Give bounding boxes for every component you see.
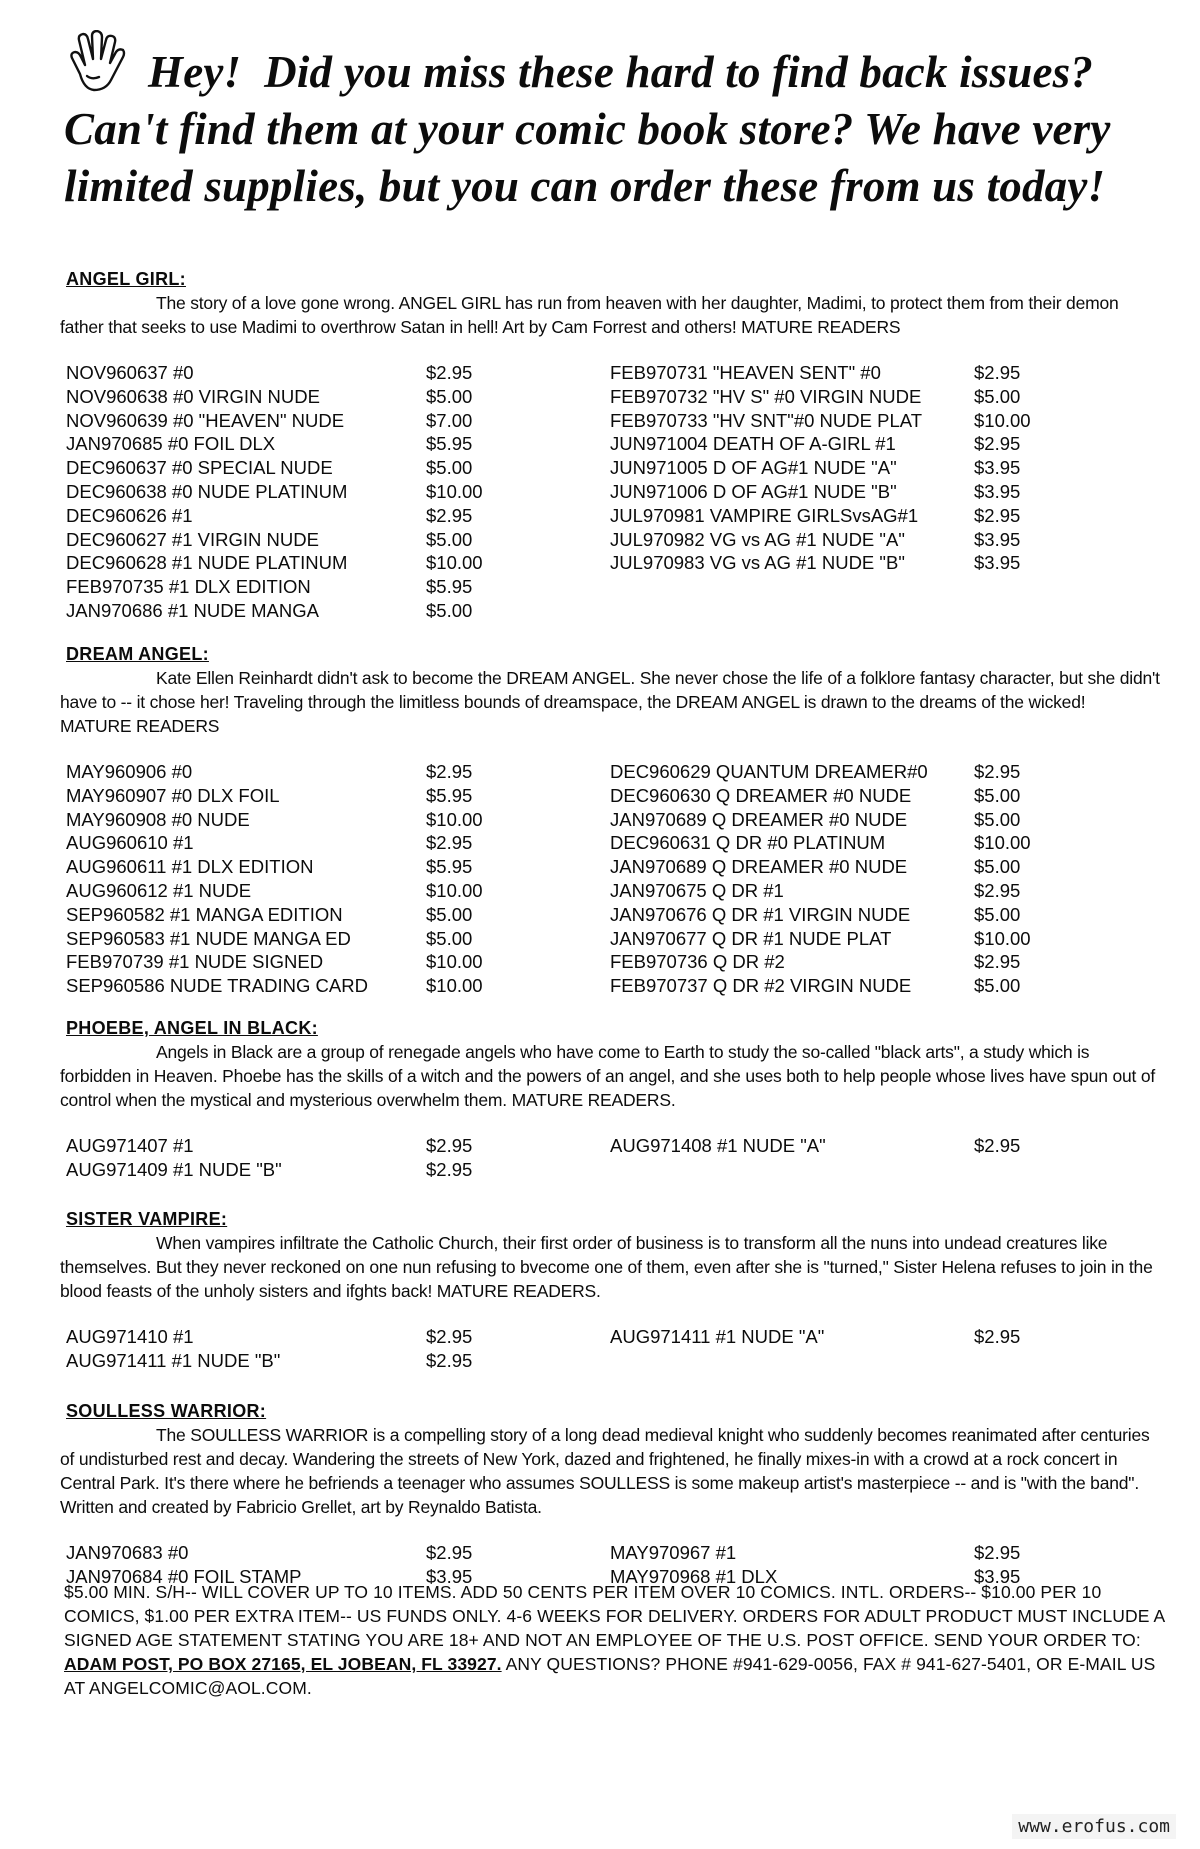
item-code: AUG960610 #1	[66, 832, 194, 854]
item-code: JAN970684 #0 FOIL STAMP	[66, 1565, 302, 1587]
item-code: AUG960611 #1 DLX EDITION	[66, 856, 314, 878]
item-price: $5.00	[974, 856, 1021, 878]
item-price: $2.95	[426, 832, 473, 854]
item-code: DEC960626 #1	[66, 504, 193, 526]
item-code: JUL970983 VG vs AG #1 NUDE "B"	[610, 552, 905, 574]
section-title: SOULLESS WARRIOR:	[66, 1401, 267, 1421]
item-price: $5.95	[426, 784, 473, 806]
item-code: MAY960907 #0 DLX FOIL	[66, 784, 280, 806]
item-code: FEB970736 Q DR #2	[610, 951, 785, 973]
item-code: FEB970733 "HV SNT"#0 NUDE PLAT	[610, 409, 922, 431]
item-price: $2.95	[426, 1542, 473, 1563]
item-code: NOV960638 #0 VIRGIN NUDE	[66, 385, 320, 407]
item-price: $2.95	[974, 879, 1021, 901]
item-price: $2.95	[426, 1158, 473, 1180]
item-price: $2.95	[426, 761, 473, 782]
item-code: AUG971409 #1 NUDE "B"	[66, 1158, 282, 1180]
item-code: FEB970739 #1 NUDE SIGNED	[66, 951, 324, 973]
item-price: $2.95	[974, 1542, 1021, 1563]
item-price: $10.00	[426, 552, 483, 574]
item-code: MAY960908 #0 NUDE	[66, 808, 250, 830]
item-code: JAN970677 Q DR #1 NUDE PLAT	[610, 927, 892, 949]
item-list	[60, 760, 1160, 998]
item-code: FEB970731 "HEAVEN SENT" #0	[610, 362, 881, 383]
item-code: JUL970981 VAMPIRE GIRLSvsAG#1	[610, 504, 919, 526]
contact-info: ANY QUESTIONS? PHONE #941-629-0056, FAX # 941-627-5401, OR E-MAIL US AT ANGELCOMIC@AOL.COM.	[64, 1654, 1156, 1698]
item-price: $2.95	[426, 362, 473, 383]
item-code: SEP960582 #1 MANGA EDITION	[66, 903, 343, 925]
section-phoebe-angel-in-black	[60, 1017, 1160, 1182]
item-price: $5.00	[426, 457, 473, 479]
item-code: JAN970683 #0	[66, 1542, 189, 1563]
item-code: DEC960638 #0 NUDE PLATINUM	[66, 480, 348, 502]
item-code: JAN970675 Q DR #1	[610, 879, 784, 901]
mailing-address: ADAM POST, PO BOX 27165, EL JOBEAN, FL 33927.	[64, 1654, 502, 1674]
item-code: JAN970686 #1 NUDE MANGA	[66, 599, 319, 621]
item-code: JAN970689 Q DREAMER #0 NUDE	[610, 856, 908, 878]
section-sister-vampire	[60, 1208, 1160, 1373]
section-description: Kate Ellen Reinhardt didn't ask to become the DREAM ANGEL. She never chose the life of a folklore fantasy character, but she didn't have to -- it chose her! Traveling through the limitless bounds of dreamspace, the DREAM ANGEL is drawn to the dreams of the wicked! MATURE READERS	[60, 668, 1160, 736]
item-price: $10.00	[426, 480, 483, 502]
item-code: JAN970689 Q DREAMER #0 NUDE	[610, 808, 908, 830]
item-code: MAY970967 #1	[610, 1542, 737, 1563]
item-price: $5.95	[426, 576, 473, 598]
item-price: $5.00	[974, 385, 1021, 407]
item-code: JAN970676 Q DR #1 VIRGIN NUDE	[610, 903, 911, 925]
item-price: $2.95	[974, 1135, 1021, 1156]
item-code: DEC960629 QUANTUM DREAMER#0	[610, 761, 928, 782]
ordering-terms: $5.00 MIN. S/H-- WILL COVER UP TO 10 ITEMS. ADD 50 CENTS PER ITEM OVER 10 COMICS. INTL. ORDERS-- $10.00 PER 10 COMICS, $1.00 PER EXTRA ITEM-- US FUNDS ONLY. 4-6 WEEKS FOR DELIVERY. ORDERS FOR ADULT PRODUCT MUST INCLUDE A SIGNED AGE STATEMENT STATING YOU ARE 18+ AND NOT AN EMPLOYEE OF THE U.S. POST OFFICE. SEND YOUR ORDER TO:	[64, 1582, 1165, 1650]
item-price: $2.95	[974, 362, 1021, 383]
item-price: $2.95	[974, 504, 1021, 526]
section-title: DREAM ANGEL:	[66, 644, 209, 664]
section-description: When vampires infiltrate the Catholic Church, their first order of business is to transform all the nuns into undead creatures like themselves. But they never reckoned on one nun refusing to bvecome one of them, even after she is "turned," Sister Helena refuses to join in the blood feasts of the unholy sisters and ifghts back! MATURE READERS.	[60, 1233, 1153, 1301]
item-price: $5.00	[426, 903, 473, 925]
item-price: $5.00	[974, 808, 1021, 830]
headline-line-3: limited supplies, but you can order these from us today!	[64, 161, 1106, 211]
item-code: JUN971006 D OF AG#1 NUDE "B"	[610, 480, 897, 502]
item-price: $3.95	[974, 528, 1021, 550]
item-price: $10.00	[426, 975, 483, 997]
item-code: SEP960586 NUDE TRADING CARD	[66, 975, 368, 997]
item-price: $2.95	[974, 1326, 1021, 1347]
headline-line-2: Can't find them at your comic book store? We have very	[64, 104, 1111, 154]
item-price: $2.95	[426, 1135, 473, 1156]
item-price: $3.95	[974, 552, 1021, 574]
item-code: MAY960906 #0	[66, 761, 193, 782]
item-price: $5.00	[426, 599, 473, 621]
item-price: $5.00	[974, 903, 1021, 925]
item-list	[60, 1134, 1160, 1182]
item-code: AUG971410 #1	[66, 1326, 194, 1347]
item-price: $5.00	[974, 784, 1021, 806]
item-price: $3.95	[974, 1565, 1021, 1587]
headline-line-1: Hey! Did you miss these hard to find back issues?	[148, 47, 1094, 97]
section-title: PHOEBE, ANGEL IN BLACK:	[66, 1018, 318, 1038]
item-price: $5.00	[426, 528, 473, 550]
item-price: $2.95	[426, 1349, 473, 1371]
item-price: $7.00	[426, 409, 473, 431]
item-list	[60, 361, 1160, 623]
item-code: DEC960630 Q DREAMER #0 NUDE	[610, 784, 912, 806]
item-code: DEC960637 #0 SPECIAL NUDE	[66, 457, 333, 479]
item-price: $2.95	[426, 1326, 473, 1347]
section-title: ANGEL GIRL:	[66, 269, 186, 289]
item-code: DEC960628 #1 NUDE PLATINUM	[66, 552, 348, 574]
ordering-info	[64, 1580, 1174, 1700]
item-code: NOV960639 #0 "HEAVEN" NUDE	[66, 409, 345, 431]
headline	[64, 44, 1174, 215]
item-price: $10.00	[974, 927, 1031, 949]
item-price: $3.95	[974, 480, 1021, 502]
item-code: JUL970982 VG vs AG #1 NUDE "A"	[610, 528, 905, 550]
item-code: SEP960583 #1 NUDE MANGA ED	[66, 927, 351, 949]
item-code: NOV960637 #0	[66, 362, 194, 383]
item-code: AUG971411 #1 NUDE "B"	[66, 1349, 281, 1371]
section-description: Angels in Black are a group of renegade angels who have come to Earth to study the so-called "black arts", a study which is forbidden in Heaven. Phoebe has the skills of a witch and the powers of an angel, and she uses both to help people whose lives have spun out of control when the mystical and mysterious overwhelm them. MATURE READERS.	[60, 1042, 1156, 1110]
watermark: www.erofus.com	[1012, 1814, 1176, 1839]
item-price: $5.00	[426, 385, 473, 407]
item-code: DEC960631 Q DR #0 PLATINUM	[610, 832, 886, 854]
item-price: $3.95	[974, 457, 1021, 479]
item-price: $5.95	[426, 856, 473, 878]
item-price: $2.95	[974, 761, 1021, 782]
item-price: $5.00	[426, 927, 473, 949]
section-title: SISTER VAMPIRE:	[66, 1209, 228, 1229]
item-price: $10.00	[426, 808, 483, 830]
item-code: MAY970968 #1 DLX	[610, 1565, 778, 1587]
item-price: $10.00	[426, 951, 483, 973]
section-description: The story of a love gone wrong. ANGEL GIRL has run from heaven with her daughter, Madimi, to protect them from their demon father that seeks to use Madimi to overthrow Satan in hell! Art by Cam Forrest and others! MATURE READERS	[60, 293, 1119, 337]
section-soulless-warrior	[60, 1400, 1160, 1589]
item-code: FEB970732 "HV S" #0 VIRGIN NUDE	[610, 385, 922, 407]
item-price: $10.00	[974, 409, 1031, 431]
item-code: AUG971407 #1	[66, 1135, 194, 1156]
item-code: AUG971411 #1 NUDE "A"	[610, 1326, 825, 1347]
section-dream-angel	[60, 643, 1160, 998]
item-list	[60, 1325, 1160, 1373]
item-code: JUN971004 DEATH OF A-GIRL #1	[610, 433, 896, 455]
item-code: DEC960627 #1 VIRGIN NUDE	[66, 528, 319, 550]
item-code: JUN971005 D OF AG#1 NUDE "A"	[610, 457, 897, 479]
item-code: FEB970737 Q DR #2 VIRGIN NUDE	[610, 975, 912, 997]
item-price: $10.00	[974, 832, 1031, 854]
item-code: FEB970735 #1 DLX EDITION	[66, 576, 311, 598]
item-code: JAN970685 #0 FOIL DLX	[66, 433, 276, 455]
item-price: $5.00	[974, 975, 1021, 997]
item-code: AUG960612 #1 NUDE	[66, 879, 252, 901]
section-description: The SOULLESS WARRIOR is a compelling story of a long dead medieval knight who suddenly becomes reanimated after centuries of undisturbed rest and decay. Wandering the streets of New York, dazed and frightened, he finally mixes-in with a crowd at a rock concert in Central Park. It's there where he befriends a teenager who assumes SOULLESS is some makeup artist's masterpiece -- and is "with the band". Written and created by Fabricio Grellet, art by Reynaldo Batista.	[60, 1425, 1150, 1517]
item-price: $5.95	[426, 433, 473, 455]
item-code: AUG971408 #1 NUDE "A"	[610, 1135, 826, 1156]
item-price: $2.95	[426, 504, 473, 526]
item-price: $3.95	[426, 1565, 473, 1587]
section-angel-girl	[60, 268, 1160, 623]
item-price: $2.95	[974, 433, 1021, 455]
item-price: $10.00	[426, 879, 483, 901]
item-price: $2.95	[974, 951, 1021, 973]
